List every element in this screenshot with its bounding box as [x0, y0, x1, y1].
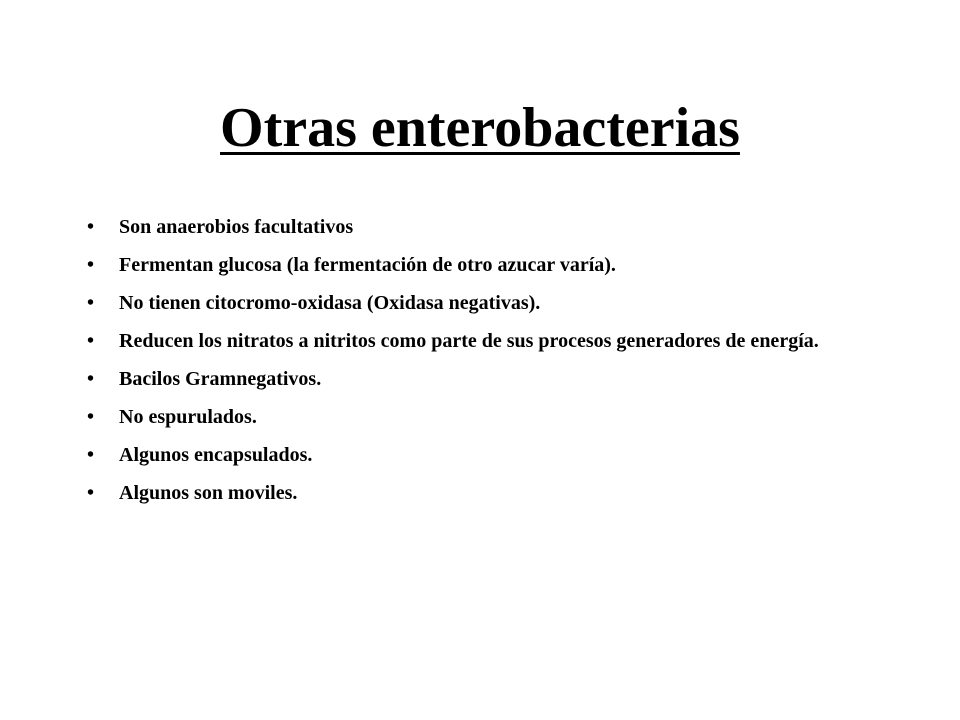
bullet-dot-icon: • [87, 406, 95, 428]
bullet-item [87, 481, 879, 506]
bullet-dot-icon: • [87, 292, 95, 314]
bullet-item [87, 443, 879, 468]
slide-title [0, 92, 960, 164]
bullet-item [87, 367, 879, 392]
bullet-list [87, 215, 879, 519]
bullet-item [87, 291, 879, 316]
bullet-item [87, 405, 879, 430]
bullet-dot-icon: • [87, 368, 95, 390]
bullet-dot-icon: • [87, 482, 95, 504]
bullet-item [87, 215, 879, 240]
bullet-text: No espurulados. [119, 406, 257, 428]
bullet-dot-icon: • [87, 216, 95, 238]
bullet-text: Bacilos Gramnegativos. [119, 368, 322, 390]
bullet-dot-icon: • [87, 254, 95, 276]
bullet-dot-icon: • [87, 330, 95, 352]
bullet-text: Algunos encapsulados. [119, 444, 313, 466]
bullet-text: No tienen citocromo-oxidasa (Oxidasa negativas). [119, 292, 541, 314]
bullet-text: Reducen los nitratos a nitritos como parte de sus procesos generadores de energía. [119, 330, 819, 352]
bullet-text: Son anaerobios facultativos [119, 216, 354, 238]
slide-title-text: Otras enterobacterias [220, 97, 740, 159]
bullet-item [87, 329, 879, 354]
bullet-text: Algunos son moviles. [119, 482, 298, 504]
bullet-item [87, 253, 879, 278]
bullet-text: Fermentan glucosa (la fermentación de otro azucar varía). [119, 254, 616, 276]
bullet-dot-icon: • [87, 444, 95, 466]
